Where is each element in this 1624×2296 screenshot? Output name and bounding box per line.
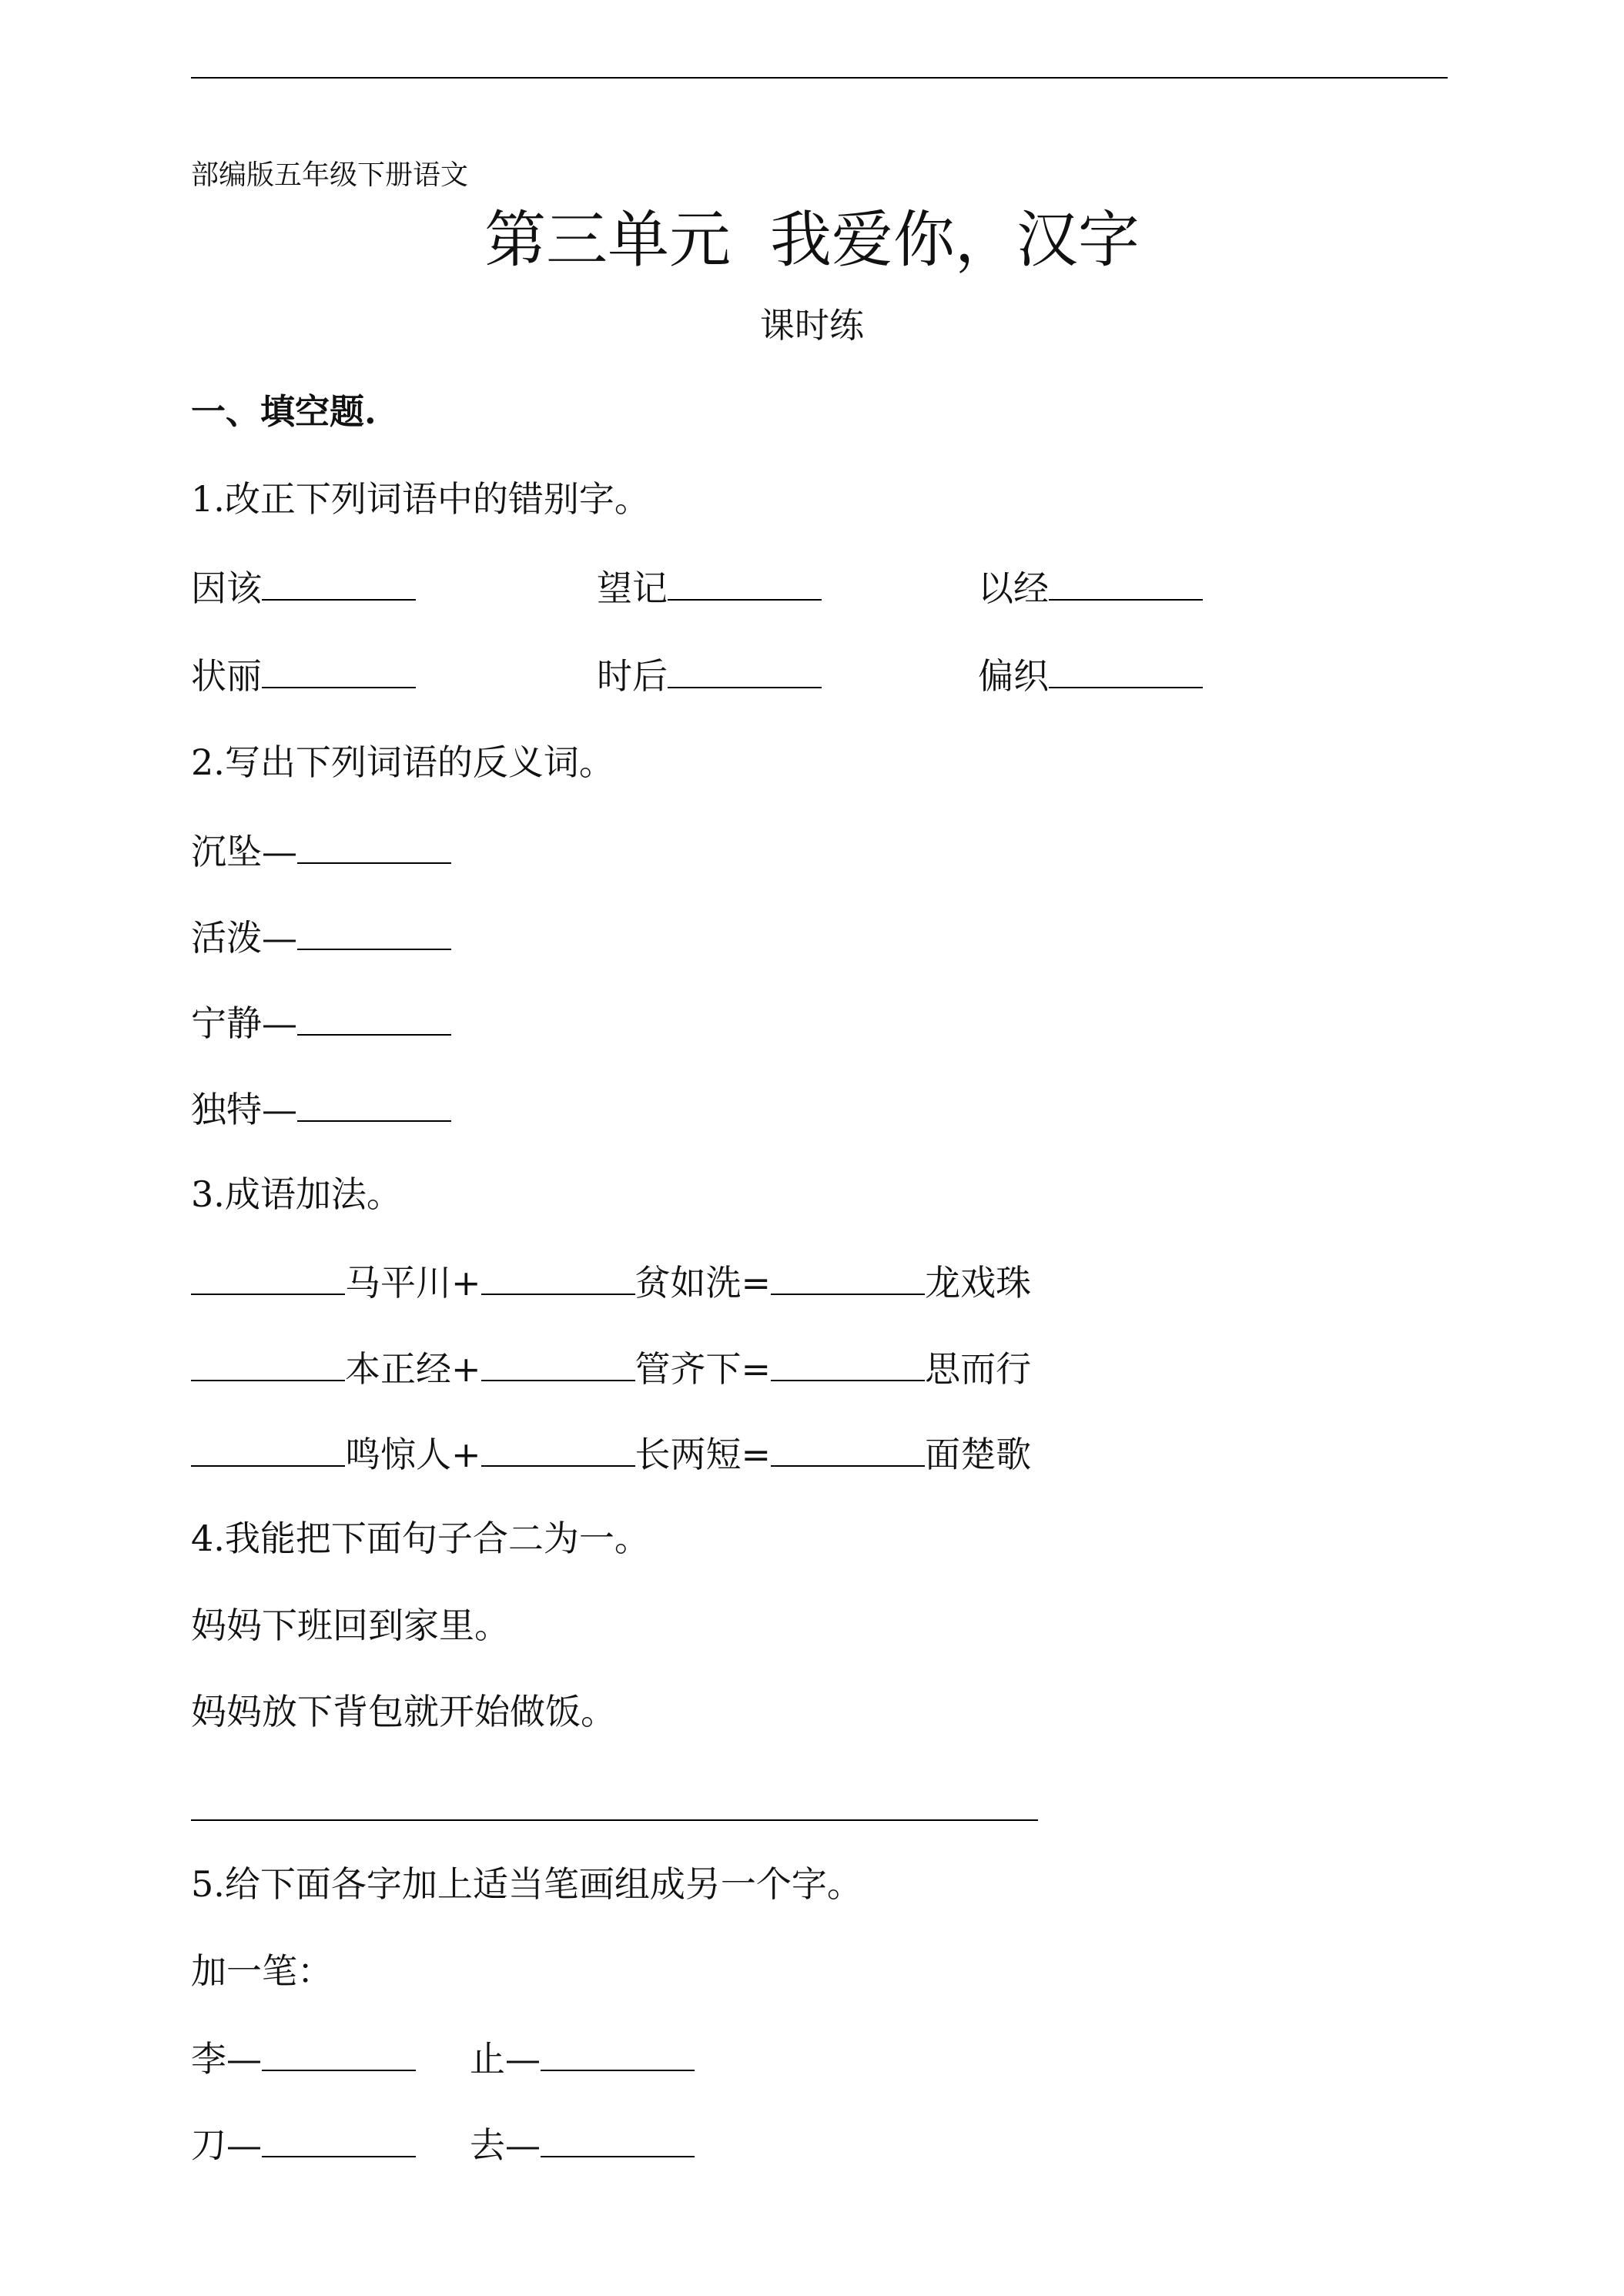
q5-char: 止— <box>470 2038 541 2080</box>
q1-item <box>978 567 1203 609</box>
q5-char: 去— <box>470 2124 541 2166</box>
q2-prompt: 2.写出下列词语的反义词。 <box>191 741 614 783</box>
q1-item <box>597 567 822 609</box>
answer-blank[interactable] <box>297 1003 451 1036</box>
q1-item <box>597 655 822 697</box>
q4-sentence: 妈妈下班回到家里。 <box>191 1605 510 1646</box>
q5-prompt: 5.给下面各字加上适当笔画组成另一个字。 <box>191 1863 862 1905</box>
q3-part: 面楚歌 <box>925 1434 1032 1475</box>
answer-blank[interactable] <box>191 1434 345 1467</box>
q5-item <box>191 2124 416 2166</box>
answer-blank[interactable] <box>771 1263 925 1295</box>
q3-row <box>191 1262 1032 1304</box>
q1-word: 望记 <box>597 567 668 609</box>
q5-item <box>191 2038 416 2080</box>
q5-char: 李— <box>191 2038 262 2080</box>
q3-part: 本正经+ <box>345 1348 481 1390</box>
q1-item <box>191 567 416 609</box>
q5-item <box>470 2124 695 2166</box>
q3-part: 长两短= <box>635 1434 772 1475</box>
answer-blank[interactable] <box>668 568 822 601</box>
answer-blank[interactable] <box>191 1263 345 1295</box>
answer-blank[interactable] <box>262 2125 416 2157</box>
q4-prompt: 4.我能把下面句子合二为一。 <box>191 1518 650 1559</box>
answer-blank[interactable] <box>262 656 416 688</box>
answer-blank[interactable] <box>481 1263 635 1295</box>
q1-word: 时后 <box>597 655 668 697</box>
q3-part: 龙戏珠 <box>925 1262 1032 1304</box>
answer-blank[interactable] <box>541 2125 695 2157</box>
q3-row <box>191 1434 1032 1475</box>
answer-blank[interactable] <box>1049 568 1203 601</box>
q2-item <box>191 831 451 872</box>
q3-part: 管齐下= <box>635 1348 772 1390</box>
q1-item <box>978 655 1203 697</box>
q3-part: 鸣惊人+ <box>345 1434 481 1475</box>
q2-item <box>191 917 451 959</box>
q5-char: 刀— <box>191 2124 262 2166</box>
q1-word: 状丽 <box>191 655 262 697</box>
q1-item <box>191 655 416 697</box>
q1-word: 因该 <box>191 567 262 609</box>
page-subtitle: 课时练 <box>759 305 864 346</box>
q3-part: 思而行 <box>925 1348 1032 1390</box>
q3-part: 马平川+ <box>345 1262 481 1304</box>
q3-part: 贫如洗= <box>635 1262 772 1304</box>
answer-blank[interactable] <box>262 568 416 601</box>
q4-answer-line[interactable] <box>191 1811 1038 1823</box>
answer-blank[interactable] <box>297 918 451 950</box>
q2-word: 独特— <box>191 1089 297 1130</box>
q1-word: 以经 <box>978 567 1049 609</box>
q5-label: 加一笔： <box>191 1950 333 1992</box>
answer-blank[interactable] <box>191 1818 1038 1821</box>
q3-prompt: 3.成语加法。 <box>191 1173 402 1215</box>
answer-blank[interactable] <box>771 1434 925 1467</box>
answer-blank[interactable] <box>297 832 451 864</box>
q2-word: 宁静— <box>191 1002 297 1044</box>
q2-word: 沉坠— <box>191 831 297 872</box>
answer-blank[interactable] <box>297 1089 451 1122</box>
q2-item <box>191 1089 451 1130</box>
q3-row <box>191 1348 1032 1390</box>
answer-blank[interactable] <box>771 1349 925 1381</box>
section-heading: 一、填空题. <box>191 391 377 432</box>
answer-blank[interactable] <box>191 1349 345 1381</box>
answer-blank[interactable] <box>481 1349 635 1381</box>
answer-blank[interactable] <box>1049 656 1203 688</box>
answer-blank[interactable] <box>541 2039 695 2071</box>
q5-item <box>470 2038 695 2080</box>
q2-word: 活泼— <box>191 917 297 959</box>
answer-blank[interactable] <box>668 656 822 688</box>
page-title: 第三单元 我爱你，汉字 <box>484 204 1140 276</box>
q1-prompt: 1.改正下列词语中的错别字。 <box>191 478 650 520</box>
subject-label: 部编版五年级下册语文 <box>191 159 469 191</box>
q2-item <box>191 1002 451 1044</box>
answer-blank[interactable] <box>481 1434 635 1467</box>
answer-blank[interactable] <box>262 2039 416 2071</box>
q4-sentence: 妈妈放下背包就开始做饭。 <box>191 1691 616 1732</box>
header-rule <box>191 77 1448 79</box>
q1-word: 偏织 <box>978 655 1049 697</box>
